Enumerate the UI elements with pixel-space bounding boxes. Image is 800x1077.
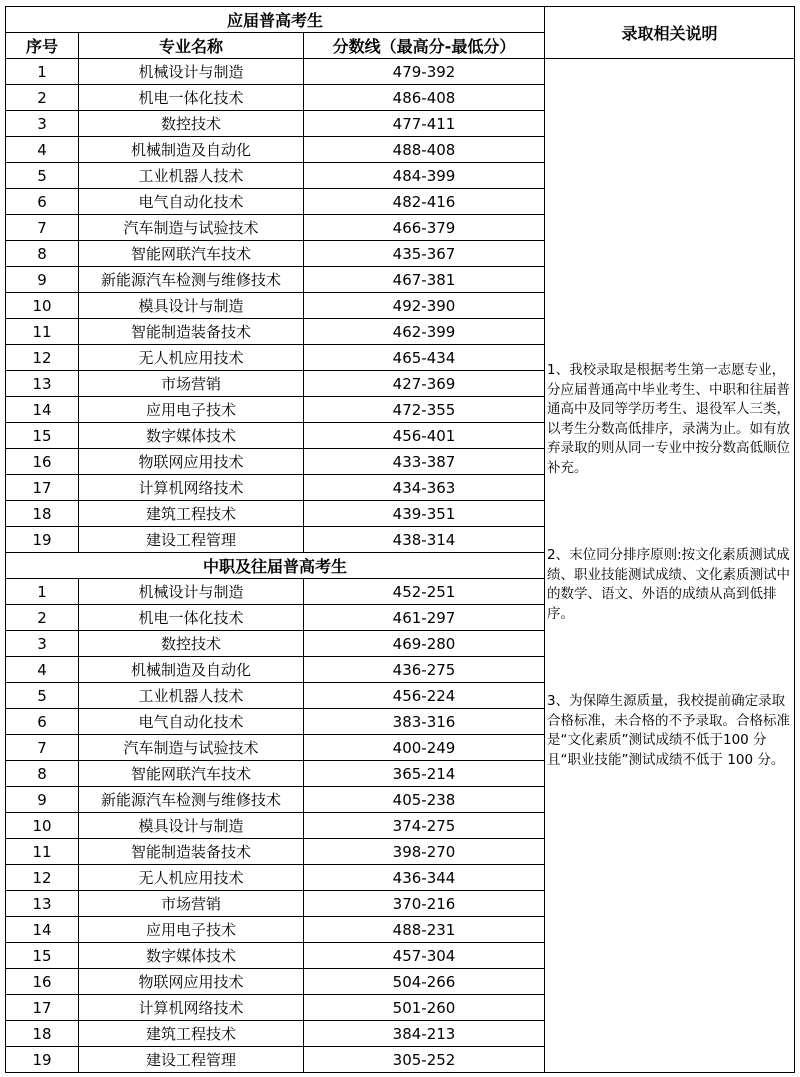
s2-seq-cell: 18: [6, 1021, 79, 1047]
s1-major-cell: 计算机网络技术: [79, 475, 304, 501]
s2-seq-cell: 7: [6, 735, 79, 761]
s2-score-cell: 436-344: [304, 865, 545, 891]
s1-score-cell: 433-387: [304, 449, 545, 475]
s1-score-cell: 465-434: [304, 345, 545, 371]
s1-major-cell: 物联网应用技术: [79, 449, 304, 475]
s2-score-cell: 452-251: [304, 579, 545, 605]
s1-score-cell: 438-314: [304, 527, 545, 553]
s2-seq-cell: 17: [6, 995, 79, 1021]
s1-seq-cell: 5: [6, 163, 79, 189]
s2-score-cell: 370-216: [304, 891, 545, 917]
s2-major-cell: 汽车制造与试验技术: [79, 735, 304, 761]
s1-major-cell: 电气自动化技术: [79, 189, 304, 215]
s2-major-cell: 数控技术: [79, 631, 304, 657]
s2-score-cell: 398-270: [304, 839, 545, 865]
s1-major-cell: 机械设计与制造: [79, 59, 304, 85]
s1-seq-cell: 18: [6, 501, 79, 527]
s2-major-cell: 机械设计与制造: [79, 579, 304, 605]
s2-seq-cell: 9: [6, 787, 79, 813]
s1-score-cell: 482-416: [304, 189, 545, 215]
s2-score-cell: 501-260: [304, 995, 545, 1021]
s1-major-cell: 智能制造装备技术: [79, 319, 304, 345]
s1-seq-cell: 3: [6, 111, 79, 137]
s1-seq-cell: 14: [6, 397, 79, 423]
s1-major-cell: 应用电子技术: [79, 397, 304, 423]
s1-score-cell: 466-379: [304, 215, 545, 241]
s2-seq-cell: 12: [6, 865, 79, 891]
s2-score-cell: 436-275: [304, 657, 545, 683]
s2-seq-cell: 11: [6, 839, 79, 865]
s2-major-cell: 智能制造装备技术: [79, 839, 304, 865]
s2-major-cell: 电气自动化技术: [79, 709, 304, 735]
s1-seq-cell: 2: [6, 85, 79, 111]
s1-score-cell: 484-399: [304, 163, 545, 189]
s1-seq-cell: 16: [6, 449, 79, 475]
s2-major-cell: 建设工程管理: [79, 1047, 304, 1073]
s1-score-cell: 492-390: [304, 293, 545, 319]
s1-score-cell: 467-381: [304, 267, 545, 293]
s1-seq-cell: 11: [6, 319, 79, 345]
s2-score-cell: 488-231: [304, 917, 545, 943]
s1-score-cell: 427-369: [304, 371, 545, 397]
s2-seq-cell: 13: [6, 891, 79, 917]
s1-major-cell: 工业机器人技术: [79, 163, 304, 189]
table-body: [6, 7, 795, 1073]
s2-score-cell: 469-280: [304, 631, 545, 657]
table-row: [6, 59, 795, 85]
s1-major-cell: 新能源汽车检测与维修技术: [79, 267, 304, 293]
s1-score-cell: 434-363: [304, 475, 545, 501]
section1-title: 应届普高考生: [6, 7, 545, 33]
notes-cell: [545, 59, 795, 1073]
s1-major-cell: 建筑工程技术: [79, 501, 304, 527]
s2-score-cell: 405-238: [304, 787, 545, 813]
note-item: 2、末位同分排序原则:按文化素质测试成绩、职业技能测试成绩、文化素质测试中的数学、语文、外语的成绩从高到低排序。: [547, 547, 790, 622]
s1-score-cell: 477-411: [304, 111, 545, 137]
s2-major-cell: 建筑工程技术: [79, 1021, 304, 1047]
s1-major-cell: 汽车制造与试验技术: [79, 215, 304, 241]
column-header-seq: 序号: [6, 33, 79, 59]
s2-score-cell: 384-213: [304, 1021, 545, 1047]
s1-score-cell: 488-408: [304, 137, 545, 163]
s1-seq-cell: 8: [6, 241, 79, 267]
note-item: 1、我校录取是根据考生第一志愿专业，分应届普通高中毕业考生、中职和往届普通高中及同等学历考生、退役军人三类，以考生分数高低排序，录满为止。如有放弃录取的则从同一专业中按分数高低顺位补充。: [547, 362, 790, 476]
s1-score-cell: 456-401: [304, 423, 545, 449]
s1-seq-cell: 4: [6, 137, 79, 163]
s2-major-cell: 应用电子技术: [79, 917, 304, 943]
s2-score-cell: 374-275: [304, 813, 545, 839]
s1-score-cell: 462-399: [304, 319, 545, 345]
s2-major-cell: 无人机应用技术: [79, 865, 304, 891]
s1-seq-cell: 17: [6, 475, 79, 501]
s2-major-cell: 数字媒体技术: [79, 943, 304, 969]
s1-major-cell: 无人机应用技术: [79, 345, 304, 371]
s2-seq-cell: 16: [6, 969, 79, 995]
s2-score-cell: 383-316: [304, 709, 545, 735]
s2-seq-cell: 8: [6, 761, 79, 787]
s1-seq-cell: 15: [6, 423, 79, 449]
s1-major-cell: 机电一体化技术: [79, 85, 304, 111]
s2-seq-cell: 2: [6, 605, 79, 631]
s1-seq-cell: 1: [6, 59, 79, 85]
s2-score-cell: 305-252: [304, 1047, 545, 1073]
column-header-score: 分数线（最高分-最低分）: [304, 33, 545, 59]
s2-seq-cell: 3: [6, 631, 79, 657]
s2-seq-cell: 1: [6, 579, 79, 605]
s2-seq-cell: 19: [6, 1047, 79, 1073]
admission-score-table: [5, 6, 795, 1073]
s2-major-cell: 智能网联汽车技术: [79, 761, 304, 787]
s1-major-cell: 模具设计与制造: [79, 293, 304, 319]
s1-score-cell: 486-408: [304, 85, 545, 111]
s2-major-cell: 模具设计与制造: [79, 813, 304, 839]
s2-score-cell: 457-304: [304, 943, 545, 969]
notes-header: 录取相关说明: [545, 7, 795, 59]
s1-major-cell: 建设工程管理: [79, 527, 304, 553]
s1-major-cell: 机械制造及自动化: [79, 137, 304, 163]
s1-seq-cell: 19: [6, 527, 79, 553]
s1-major-cell: 数控技术: [79, 111, 304, 137]
s1-score-cell: 472-355: [304, 397, 545, 423]
s2-seq-cell: 5: [6, 683, 79, 709]
s2-major-cell: 物联网应用技术: [79, 969, 304, 995]
s1-score-cell: 435-367: [304, 241, 545, 267]
s2-seq-cell: 6: [6, 709, 79, 735]
s2-seq-cell: 15: [6, 943, 79, 969]
s1-seq-cell: 6: [6, 189, 79, 215]
s1-score-cell: 439-351: [304, 501, 545, 527]
s2-score-cell: 400-249: [304, 735, 545, 761]
s2-seq-cell: 14: [6, 917, 79, 943]
s2-score-cell: 456-224: [304, 683, 545, 709]
section-title-row: [6, 7, 795, 33]
s2-major-cell: 市场营销: [79, 891, 304, 917]
note-item: 3、为保障生源质量，我校提前确定录取合格标准，未合格的不予录取。合格标准是“文化素质”测试成绩不低于100 分且“职业技能”测试成绩不低于 100 分。: [547, 693, 790, 768]
s2-score-cell: 461-297: [304, 605, 545, 631]
s1-seq-cell: 13: [6, 371, 79, 397]
s1-major-cell: 数字媒体技术: [79, 423, 304, 449]
s2-seq-cell: 4: [6, 657, 79, 683]
s1-seq-cell: 10: [6, 293, 79, 319]
s2-major-cell: 新能源汽车检测与维修技术: [79, 787, 304, 813]
s2-major-cell: 计算机网络技术: [79, 995, 304, 1021]
s2-major-cell: 机电一体化技术: [79, 605, 304, 631]
s2-score-cell: 365-214: [304, 761, 545, 787]
section2-title: 中职及往届普高考生: [6, 553, 545, 579]
s1-major-cell: 智能网联汽车技术: [79, 241, 304, 267]
s1-seq-cell: 7: [6, 215, 79, 241]
s2-score-cell: 504-266: [304, 969, 545, 995]
s1-major-cell: 市场营销: [79, 371, 304, 397]
s1-score-cell: 479-392: [304, 59, 545, 85]
s1-seq-cell: 12: [6, 345, 79, 371]
s1-seq-cell: 9: [6, 267, 79, 293]
column-header-major: 专业名称: [79, 33, 304, 59]
s2-seq-cell: 10: [6, 813, 79, 839]
s2-major-cell: 机械制造及自动化: [79, 657, 304, 683]
s2-major-cell: 工业机器人技术: [79, 683, 304, 709]
